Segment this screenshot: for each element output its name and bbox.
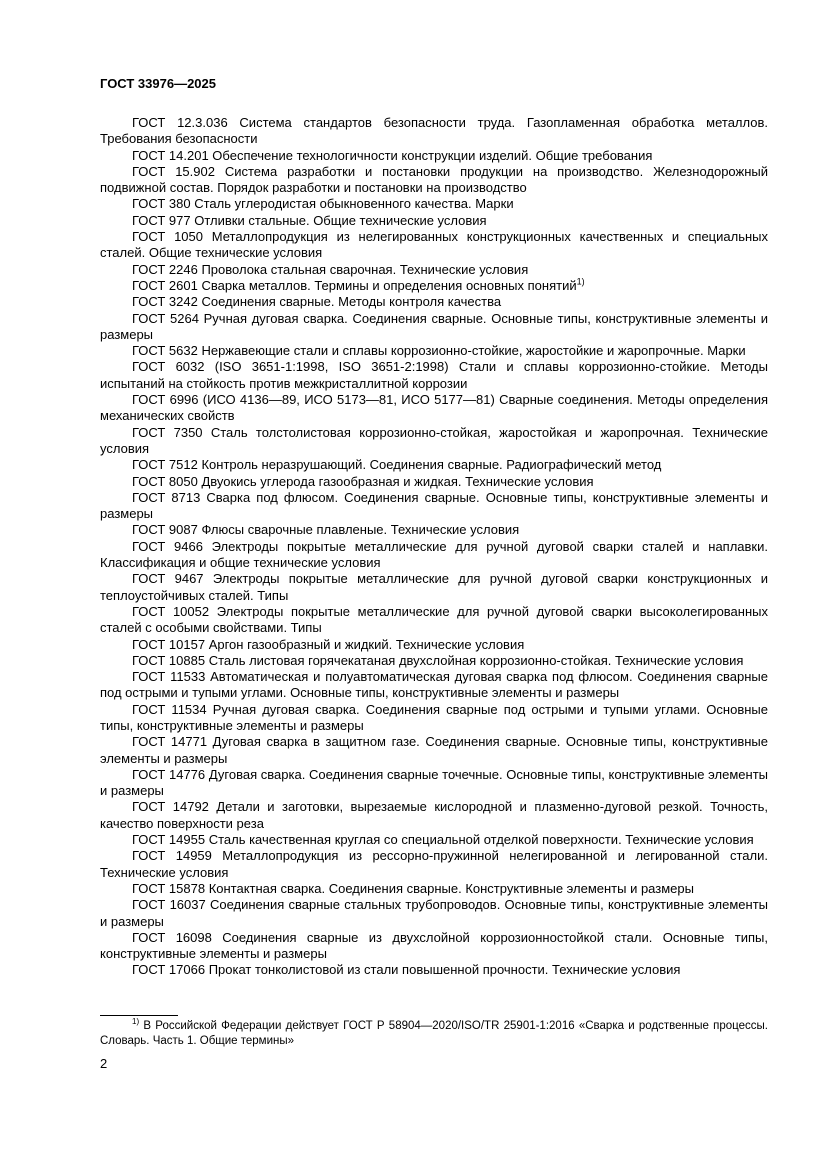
reference-item: ГОСТ 17066 Прокат тонколистовой из стали повышенной прочности. Технические условия: [132, 962, 681, 978]
reference-item: ГОСТ 10157 Аргон газообразный и жидкий. Технические условия: [132, 636, 525, 652]
reference-item: ГОСТ 5632 Нержавеющие стали и сплавы коррозионно-стойкие, жаростойкие и жаропрочные. Марки: [132, 343, 746, 359]
reference-item: ГОСТ 9087 Флюсы сварочные плавленые. Технические условия: [132, 522, 520, 538]
reference-item: ГОСТ 8713 Сварка под флюсом. Соединения сварные. Основные типы, конструктивные элементы и размеры: [100, 489, 768, 522]
reference-item: ГОСТ 10052 Электроды покрытые металлические для ручной дуговой сварки высоколегированных сталей с особыми свойствами. Типы: [100, 603, 768, 636]
reference-item: ГОСТ 977 Отливки стальные. Общие технические условия: [132, 212, 487, 228]
reference-item: ГОСТ 7350 Сталь толстолистовая коррозионно-стойкая, жаростойкая и жаропрочная. Технические условия: [100, 424, 768, 456]
reference-item-with-footnote: [100, 278, 768, 294]
footnote-text: В Российской Федерации действует ГОСТ Р 58904—2020/ISO/TR 25901-1:2016 «Сварка и родственные процессы. Словарь. Часть 1. Общие термины»: [100, 1020, 768, 1047]
reference-item: ГОСТ 6032 (ISO 3651-1:1998, ISO 3651-2:1998) Стали и сплавы коррозионно-стойкие. Методы испытаний на стойкость против межкристаллитной коррозии: [100, 359, 768, 391]
reference-item: ГОСТ 14955 Сталь качественная круглая со специальной отделкой поверхности. Технические условия: [132, 832, 754, 848]
reference-item: ГОСТ 16037 Соединения сварные стальных трубопроводов. Основные типы, конструктивные элементы и размеры: [100, 897, 768, 929]
reference-item: ГОСТ 2246 Проволока стальная сварочная. Технические условия: [132, 261, 529, 277]
reference-item: ГОСТ 14771 Дуговая сварка в защитном газе. Соединения сварные. Основные типы, конструктивные элементы и размеры: [100, 734, 768, 766]
reference-text: ГОСТ 2601 Сварка металлов. Термины и определения основных понятий: [132, 277, 577, 293]
reference-item: ГОСТ 14792 Детали и заготовки, вырезаемые кислородной и плазменно-дуговой резкой. Точность, качество поверхности реза: [100, 799, 768, 831]
reference-item: ГОСТ 15.902 Система разработки и постановки продукции на производство. Железнодорожный подвижной состав. Порядок разработки и постановки на производство: [100, 163, 768, 196]
reference-item: ГОСТ 5264 Ручная дуговая сварка. Соединения сварные. Основные типы, конструктивные элементы и размеры: [100, 310, 768, 342]
document-code-header: ГОСТ 33976—2025: [100, 76, 216, 91]
page-number: 2: [100, 1056, 108, 1071]
reference-item: ГОСТ 3242 Соединения сварные. Методы контроля качества: [132, 294, 502, 310]
footnote-marker: 1): [576, 276, 585, 287]
reference-item: ГОСТ 7512 Контроль неразрушающий. Соединения сварные. Радиографический метод: [132, 457, 662, 473]
reference-item: ГОСТ 12.3.036 Система стандартов безопасности труда. Газопламенная обработка металлов. Требования безопасности: [100, 115, 768, 147]
reference-item: ГОСТ 14.201 Обеспечение технологичности конструкции изделий. Общие требования: [132, 147, 653, 163]
footnote-marker: 1): [132, 1017, 140, 1027]
reference-item: ГОСТ 14959 Металлопродукция из рессорно-пружинной нелегированной и легированной стали. Технические условия: [100, 848, 768, 880]
reference-item: ГОСТ 9467 Электроды покрытые металлические для ручной дуговой сварки конструкционных и теплоустойчивых сталей. Типы: [100, 571, 768, 603]
reference-item: ГОСТ 11534 Ручная дуговая сварка. Соединения сварные под острыми и тупыми углами. Основные типы, конструктивные элементы и размеры: [100, 701, 768, 733]
footnote: [100, 1019, 768, 1049]
footnote-divider: [100, 1015, 178, 1016]
reference-item: ГОСТ 11533 Автоматическая и полуавтоматическая дуговая сварка под флюсом. Соединения сварные под острыми и тупыми углами. Основные типы, конструктивные элементы и размеры: [100, 669, 768, 701]
reference-item: ГОСТ 6996 (ИСО 4136—89, ИСО 5173—81, ИСО 5177—81) Сварные соединения. Методы определения механических свойств: [100, 392, 768, 424]
reference-item: ГОСТ 1050 Металлопродукция из нелегированных конструкционных качественных и специальных сталей. Общие технические условия: [100, 229, 768, 261]
reference-item: ГОСТ 15878 Контактная сварка. Соединения сварные. Конструктивные элементы и размеры: [132, 880, 694, 896]
reference-item: ГОСТ 14776 Дуговая сварка. Соединения сварные точечные. Основные типы, конструктивные элементы и размеры: [100, 766, 768, 799]
reference-item: ГОСТ 8050 Двуокись углерода газообразная и жидкая. Технические условия: [132, 473, 594, 489]
references-list: [100, 115, 768, 979]
reference-item: ГОСТ 380 Сталь углеродистая обыкновенного качества. Марки: [132, 196, 514, 212]
reference-item: ГОСТ 9466 Электроды покрытые металлические для ручной дуговой сварки сталей и наплавки. Классификация и общие технические условия: [100, 538, 768, 571]
reference-item: ГОСТ 16098 Соединения сварные из двухслойной коррозионностойкой стали. Основные типы, конструктивные элементы и размеры: [100, 929, 768, 962]
reference-item: ГОСТ 10885 Сталь листовая горячекатаная двухслойная коррозионно-стойкая. Технические условия: [132, 652, 744, 668]
